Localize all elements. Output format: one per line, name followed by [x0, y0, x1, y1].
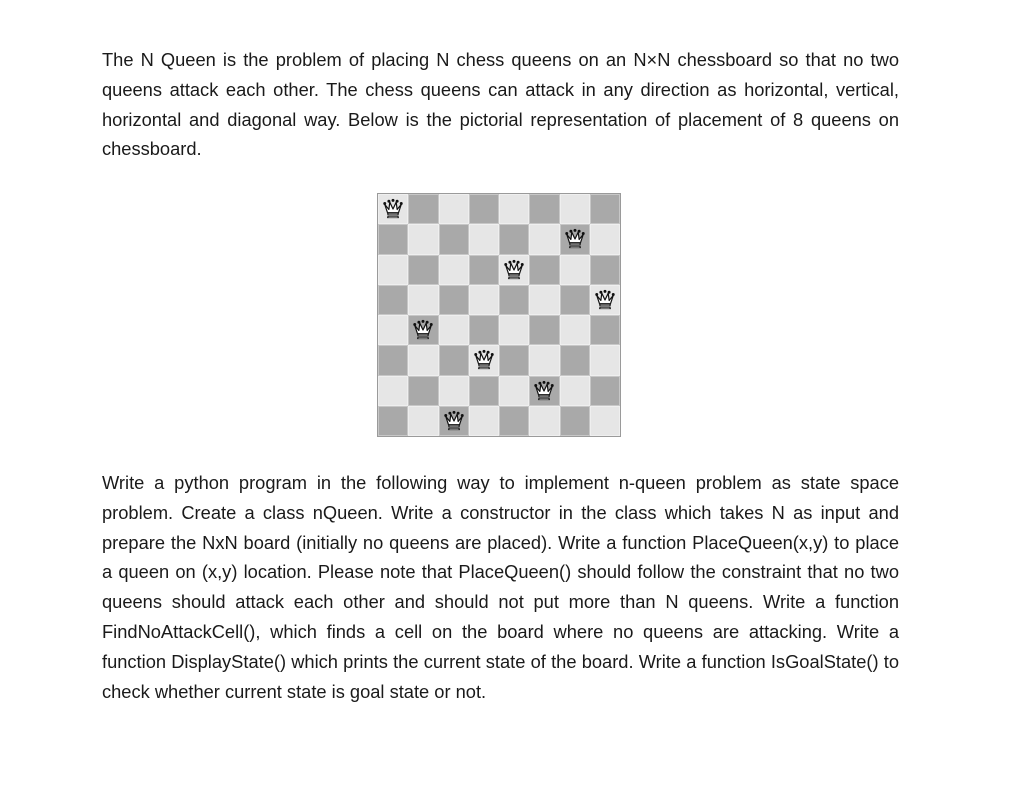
board-cell [499, 285, 529, 315]
board-cell [439, 406, 469, 436]
board-cell [529, 315, 559, 345]
board-cell [439, 315, 469, 345]
board-cell [590, 406, 620, 436]
board-cell [408, 255, 438, 285]
board-cell [499, 194, 529, 224]
board-cell [590, 255, 620, 285]
board-cell [560, 194, 590, 224]
board-cell [499, 345, 529, 375]
board-cell [590, 194, 620, 224]
board-cell [529, 376, 559, 406]
board-cell [469, 345, 499, 375]
board-cell [560, 345, 590, 375]
board-cell [378, 255, 408, 285]
board-cell [529, 345, 559, 375]
queen-icon [503, 259, 525, 281]
board-cell [378, 376, 408, 406]
board-cell [469, 315, 499, 345]
board-cell [529, 406, 559, 436]
board-cell [499, 315, 529, 345]
board-cell [560, 376, 590, 406]
board-cell [499, 224, 529, 254]
board-cell [408, 224, 438, 254]
intro-paragraph: The N Queen is the problem of placing N chess queens on an N×N chessboard so that no two queens attack each other. The chess queens can attack in any direction as horizontal, vertical, horizontal and diagonal way. Below is the pictorial representation of placement of 8 queens on chessboard. [102, 49, 899, 160]
board-cell [378, 406, 408, 436]
board-cell [590, 376, 620, 406]
board-cell [439, 255, 469, 285]
board-cell [439, 345, 469, 375]
board-cell [378, 224, 408, 254]
board-cell [469, 376, 499, 406]
board-cell [408, 315, 438, 345]
board-cell [560, 255, 590, 285]
board-cell [590, 285, 620, 315]
queen-icon [412, 319, 434, 341]
board-cell [378, 315, 408, 345]
board-cell [439, 224, 469, 254]
queen-icon [594, 289, 616, 311]
queen-icon [533, 380, 555, 402]
board-cell [590, 224, 620, 254]
board-cell [408, 194, 438, 224]
board-cell [499, 406, 529, 436]
chessboard [377, 193, 621, 437]
board-cell [590, 315, 620, 345]
queen-icon [382, 198, 404, 220]
board-cell [529, 194, 559, 224]
board-cell [560, 224, 590, 254]
board-cell [408, 406, 438, 436]
board-cell [408, 345, 438, 375]
board-cell [469, 255, 499, 285]
task-paragraph: Write a python program in the following way to implement n-queen problem as state space problem. Create a class nQueen. Write a constructor in the class which takes N as input and prepare the NxN board (initially no queens are placed). Write a function PlaceQueen(x,y) to place a queen on (x,y) location. Please note that PlaceQueen() should follow the constraint that no two queens should attack each other and should not put more than N queens. Write a function FindNoAttackCell(), which finds a cell on the board where no queens are attacking. Write a function DisplayState() which prints the current state of the board. Write a function IsGoalState() to check whether current state is goal state or not. [102, 472, 899, 702]
queen-icon [443, 410, 465, 432]
board-cell [469, 406, 499, 436]
board-cell [469, 194, 499, 224]
queen-icon [564, 228, 586, 250]
queen-icon [473, 349, 495, 371]
board-cell [439, 194, 469, 224]
board-cell [529, 285, 559, 315]
board-cell [408, 285, 438, 315]
board-cell [529, 255, 559, 285]
board-cell [408, 376, 438, 406]
board-cell [439, 376, 469, 406]
board-cell [590, 345, 620, 375]
board-cell [469, 285, 499, 315]
board-cell [499, 255, 529, 285]
board-cell [378, 345, 408, 375]
board-cell [439, 285, 469, 315]
board-cell [560, 315, 590, 345]
board-cell [560, 406, 590, 436]
board-cell [560, 285, 590, 315]
board-cell [499, 376, 529, 406]
board-cell [469, 224, 499, 254]
board-cell [378, 285, 408, 315]
board-cell [378, 194, 408, 224]
board-cell [529, 224, 559, 254]
